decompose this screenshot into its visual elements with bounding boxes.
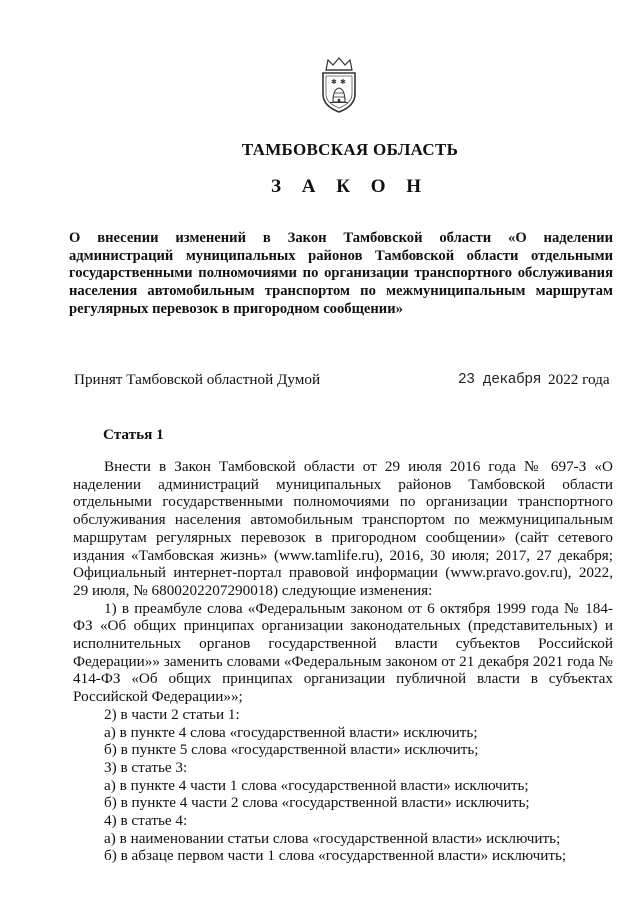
law-title: О внесении изменений в Закон Тамбовской области «О наделении администраций муниципальных районов Тамбовской области отдельными государственными полномочиями по организации транспортного обслуживания населения автомобильным транспортом по межмуниципальным маршрутам регулярных перевозок в пригородном сообщении» [69,230,613,317]
coat-of-arms-icon [318,56,360,114]
svg-text:✱: ✱ [340,78,346,86]
article-body [73,458,613,865]
adoption-statement: Принят Тамбовской областной Думой [74,371,321,388]
amendment-subitem: а) в пункте 4 части 1 слова «государственной власти» исключить; [104,776,529,794]
amendment-item: 1) в преамбуле слова «Федеральным законом от 6 октября 1999 года № 184-ФЗ «Об общих принципах организации законодательных (представительных) и исполнительных органов государственной власти субъектов Российской Федерации»» заменить словами «Федеральным законом от 21 декабря 2021 года № 414-ФЗ «Об общих принципах организации публичной власти в субъектах Российской Федерации»»; [73,599,613,706]
article-heading: Статья 1 [103,426,164,443]
region-heading: ТАМБОВСКАЯ ОБЛАСТЬ [241,140,459,159]
article-intro-paragraph: Внести в Закон Тамбовской области от 29 июля 2016 года № 697-З «О наделении администраций муниципальных районов Тамбовской области отдельными государственными полномочиями по организации транспортного обслуживания населения автомобильным транспортом по межмуниципальным маршрутам регулярных перевозок в пригородном сообщении» (сайт сетевого издания «Тамбовская жизнь» (www.tamlife.ru), 2016, 30 июля; 2017, 27 декабря; Официальный интернет-портал правовой информации (www.pravo.gov.ru), 2022, 29 июля, № 6800202207290018) следующие изменения: [73,458,613,599]
amendment-item: 3) в статье 3: [104,758,188,776]
document-type-heading: З А К О Н [270,176,430,197]
adoption-year: 2022 года [548,371,610,388]
amendment-item: 4) в статье 4: [104,812,188,830]
amendment-item: 2) в части 2 статьи 1: [104,705,240,723]
amendment-subitem: б) в пункте 4 части 2 слова «государственной власти» исключить; [104,794,530,812]
amendment-subitem: б) в абзаце первом части 1 слова «государственной власти» исключить; [104,847,567,865]
svg-text:✱: ✱ [331,78,337,86]
amendment-subitem: а) в пункте 4 слова «государственной власти» исключить; [104,723,478,741]
amendment-subitem: б) в пункте 5 слова «государственной власти» исключить; [104,741,479,759]
adoption-date: 23 декабря [458,372,542,388]
amendment-subitem: а) в наименовании статьи слова «государственной власти» исключить; [104,829,561,847]
